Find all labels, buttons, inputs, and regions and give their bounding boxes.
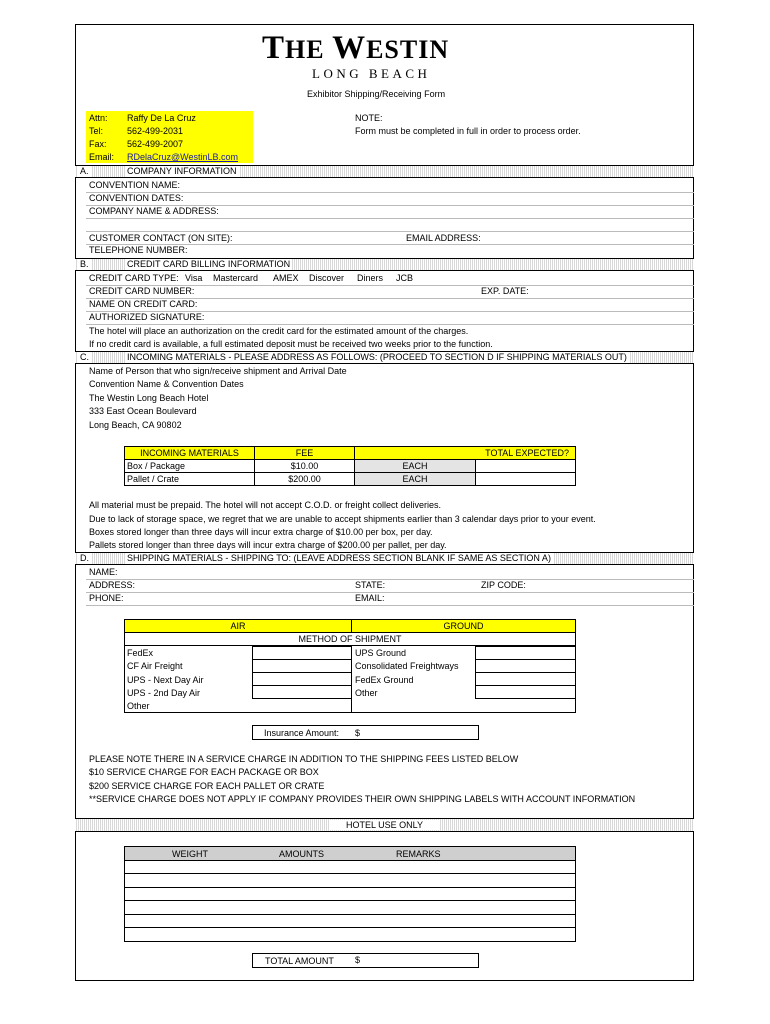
table-row: Pallet / Crate: [124, 472, 255, 486]
email-link[interactable]: RDelaCruz@WestinLB.com: [127, 152, 239, 162]
note-text: Form must be completed in full in order to process order.: [355, 126, 581, 136]
fax-label: Fax:: [89, 139, 107, 149]
fee-header: FEE: [254, 446, 355, 460]
remarks-header: REMARKS: [396, 849, 441, 859]
ground-header: GROUND: [351, 619, 576, 633]
incoming-header: INCOMING MATERIALS: [124, 446, 255, 460]
policy-text: Boxes stored longer than three days will incur extra charge of $10.00 per box, per day.: [89, 527, 433, 537]
email-label: Email:: [89, 152, 115, 162]
policy-text: Due to lack of storage space, we regret that we are unable to accept shipments earlier than 3 calendar days prior to your event.: [89, 514, 596, 524]
card-type-jcb[interactable]: JCB: [396, 273, 414, 283]
billing-note-1: The hotel will place an authorization on the credit card for the estimated amount of the charges.: [89, 326, 469, 336]
ground-ups-input[interactable]: [475, 646, 576, 660]
service-note: **SERVICE CHARGE DOES NOT APPLY IF COMPANY PROVIDES THEIR OWN SHIPPING LABELS WITH ACCOUNT INFORMATION: [89, 794, 636, 804]
policy-text: Pallets stored longer than three days will incur extra charge of $200.00 per pallet, per day.: [89, 540, 447, 550]
westin-logo: THE WESTIN: [262, 30, 450, 66]
ground-option-ups: UPS Ground: [355, 648, 407, 658]
ship-name-field[interactable]: NAME:: [89, 567, 118, 577]
convention-dates-field[interactable]: CONVENTION DATES:: [89, 193, 184, 203]
weight-header: WEIGHT: [172, 849, 208, 859]
logo-subtitle: LONG BEACH: [312, 66, 431, 81]
unit-cell: EACH: [354, 472, 476, 486]
card-type-diners[interactable]: Diners: [357, 273, 384, 283]
air-header: AIR: [124, 619, 352, 633]
total-expected-input[interactable]: [475, 472, 576, 486]
air-option-ups-next: UPS - Next Day Air: [127, 675, 204, 685]
total-amount-label: TOTAL AMOUNT: [265, 956, 334, 966]
ground-fedex-input[interactable]: [475, 672, 576, 686]
air-cf-input[interactable]: [252, 659, 352, 673]
ship-address-field[interactable]: ADDRESS:: [89, 580, 136, 590]
insurance-currency: $: [355, 728, 361, 738]
card-number-field[interactable]: CREDIT CARD NUMBER:: [89, 286, 195, 296]
billing-note-2: If no credit card is available, a full estimated deposit must be received two weeks prior to the function.: [89, 339, 493, 349]
section-a-header: A. COMPANY INFORMATION: [75, 165, 694, 178]
signature-field[interactable]: AUTHORIZED SIGNATURE:: [89, 312, 205, 322]
air-option-other: Other: [127, 701, 150, 711]
air-option-ups-2nd: UPS - 2nd Day Air: [127, 688, 201, 698]
note-label: NOTE:: [355, 113, 383, 123]
exp-date-field[interactable]: EXP. DATE:: [481, 286, 529, 296]
air-option-fedex: FedEx: [127, 648, 154, 658]
amounts-header: AMOUNTS: [279, 849, 324, 859]
attn-value: Raffy De La Cruz: [127, 113, 196, 123]
table-row: Box / Package: [124, 459, 255, 473]
card-type-discover[interactable]: Discover: [309, 273, 345, 283]
tel-label: Tel:: [89, 126, 104, 136]
air-ups-next-input[interactable]: [252, 672, 352, 686]
method-header: METHOD OF SHIPMENT: [124, 632, 576, 646]
email-address-field[interactable]: EMAIL ADDRESS:: [406, 233, 481, 243]
air-option-cf: CF Air Freight: [127, 661, 183, 671]
fee-cell: $200.00: [254, 472, 355, 486]
company-name-field[interactable]: COMPANY NAME & ADDRESS:: [89, 206, 219, 216]
name-on-card-field[interactable]: NAME ON CREDIT CARD:: [89, 299, 198, 309]
telephone-field[interactable]: TELEPHONE NUMBER:: [89, 245, 188, 255]
total-currency: $: [355, 955, 361, 965]
total-expected-input[interactable]: [475, 459, 576, 473]
unit-cell: EACH: [354, 459, 476, 473]
address-line: 333 East Ocean Boulevard: [89, 406, 197, 416]
card-type-amex[interactable]: AMEX: [273, 273, 299, 283]
attn-label: Attn:: [89, 113, 108, 123]
card-type-label: CREDIT CARD TYPE:: [89, 273, 179, 283]
fee-cell: $10.00: [254, 459, 355, 473]
form-title: Exhibitor Shipping/Receiving Form: [307, 89, 446, 99]
customer-contact-field[interactable]: CUSTOMER CONTACT (ON SITE):: [89, 233, 233, 243]
air-fedex-input[interactable]: [252, 646, 352, 660]
section-d-header: D. SHIPPING MATERIALS - SHIPPING TO: (LEAVE ADDRESS SECTION BLANK IF SAME AS SECTION A): [75, 552, 694, 565]
service-note: $10 SERVICE CHARGE FOR EACH PACKAGE OR BOX: [89, 767, 319, 777]
ground-other-input[interactable]: [475, 685, 576, 699]
air-ups-2nd-input[interactable]: [252, 685, 352, 699]
address-line: The Westin Long Beach Hotel: [89, 393, 209, 403]
tel-value: 562-499-2031: [127, 126, 184, 136]
fax-value: 562-499-2007: [127, 139, 184, 149]
card-type-visa[interactable]: Visa: [185, 273, 203, 283]
insurance-label: Insurance Amount:: [264, 728, 340, 738]
total-expected-header: TOTAL EXPECTED?: [354, 446, 576, 460]
service-note: PLEASE NOTE THERE IN A SERVICE CHARGE IN ADDITION TO THE SHIPPING FEES LISTED BELOW: [89, 754, 519, 764]
ground-option-other: Other: [355, 688, 378, 698]
ship-state-field[interactable]: STATE:: [355, 580, 386, 590]
section-c-header: C. INCOMING MATERIALS - PLEASE ADDRESS AS FOLLOWS: (PROCEED TO SECTION D IF SHIPPING MATERIALS OUT): [75, 351, 694, 364]
ship-phone-field[interactable]: PHONE:: [89, 593, 124, 603]
ground-consolidated-input[interactable]: [475, 659, 576, 673]
convention-name-field[interactable]: CONVENTION NAME:: [89, 180, 181, 190]
hotel-use-title: HOTEL USE ONLY: [330, 820, 439, 830]
service-note: $200 SERVICE CHARGE FOR EACH PALLET OR CRATE: [89, 781, 325, 791]
address-line: Long Beach, CA 90802: [89, 420, 182, 430]
ship-zip-field[interactable]: ZIP CODE:: [481, 580, 526, 590]
section-b-header: B. CREDIT CARD BILLING INFORMATION: [75, 258, 694, 271]
address-line: Convention Name & Convention Dates: [89, 379, 244, 389]
policy-text: All material must be prepaid. The hotel will not accept C.O.D. or freight collect deliveries.: [89, 500, 441, 510]
ship-email-field[interactable]: EMAIL:: [355, 593, 385, 603]
card-type-mastercard[interactable]: Mastercard: [213, 273, 259, 283]
ground-option-fedex: FedEx Ground: [355, 675, 414, 685]
address-line: Name of Person that who sign/receive shipment and Arrival Date: [89, 366, 347, 376]
ground-option-consolidated: Consolidated Freightways: [355, 661, 459, 671]
